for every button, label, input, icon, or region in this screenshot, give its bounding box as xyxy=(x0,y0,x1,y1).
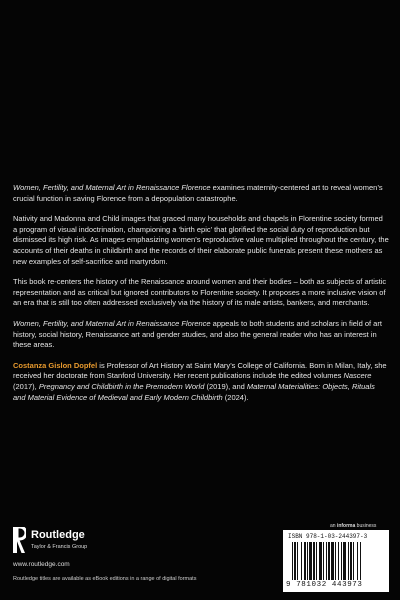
blurb-paragraph-3: This book re-centers the history of the Renaissance around women and their bodies – both as subjects of artistic representation and as critical but ignored contributors to Florentine society. It proposes a more inclusive vision of an era that is still too often addressed exclusively via the history of its male artists, bankers, and merchants. xyxy=(13,277,387,308)
routledge-logo-icon xyxy=(13,527,26,553)
isbn-barcode xyxy=(283,530,389,592)
book-title-ref: Women, Fertility, and Maternal Art in Renaissance Florence xyxy=(13,183,211,192)
publisher-imprint xyxy=(13,525,173,575)
blurb-paragraph-2: Nativity and Madonna and Child images that graced many households and chapels in Florentine society formed a program of visual indoctrination, championing a ‘birth epic’ that glorified the social duty of reproduction but dismissed its high risk. As images emphasizing women’s reproductive value multiplied throughout the century, the accounts of their deaths in childbirth and the records of their elaborate public funerals present these mothers as new examples of self-sacrifice and martyrdom. xyxy=(13,214,389,266)
author-bio: Costanza Gislon Dopfel is Professor of Art History at Saint Mary’s College of California. Born in Milan, Italy, she received her doctorate from Stanford University. Her recent publications include the edited volumes Nascere (2017), Pregnancy and Childbirth in the Premodern World (2019), and Maternal Materialities: Objects, Rituals and Material Evidence of Medieval and Early Modern Childbirth (2024). xyxy=(13,360,387,402)
publisher-group: Taylor & Francis Group xyxy=(31,544,88,550)
barcode-digits: 9 781032 443973 xyxy=(286,581,363,589)
blurb xyxy=(13,183,389,413)
blurb-paragraph-4: Women, Fertility, and Maternal Art in Renaissance Florence appeals to both students and scholars in field of art history, social history, Renaissance art and gender studies, and also the general reader who has an interest in these areas. xyxy=(13,318,382,350)
ebook-note: Routledge titles are available as eBook editions in a range of digital formats xyxy=(13,576,197,582)
informa-business-label: an informa business xyxy=(330,523,377,529)
isbn-label: ISBN 978-1-03-244397-3 xyxy=(288,533,368,540)
author-name: Costanza Gislon Dopfel xyxy=(13,360,98,370)
publisher-url[interactable]: www.routledge.com xyxy=(13,561,70,568)
blurb-paragraph-1: Women, Fertility, and Maternal Art in Renaissance Florence examines maternity-centered art to reveal women’s crucial function in saving Florence from a depopulation catastrophe. xyxy=(13,183,383,203)
book-title-ref: Women, Fertility, and Maternal Art in Renaissance Florence xyxy=(13,318,211,328)
publisher-name: Routledge xyxy=(31,529,85,541)
barcode-icon xyxy=(292,542,384,580)
